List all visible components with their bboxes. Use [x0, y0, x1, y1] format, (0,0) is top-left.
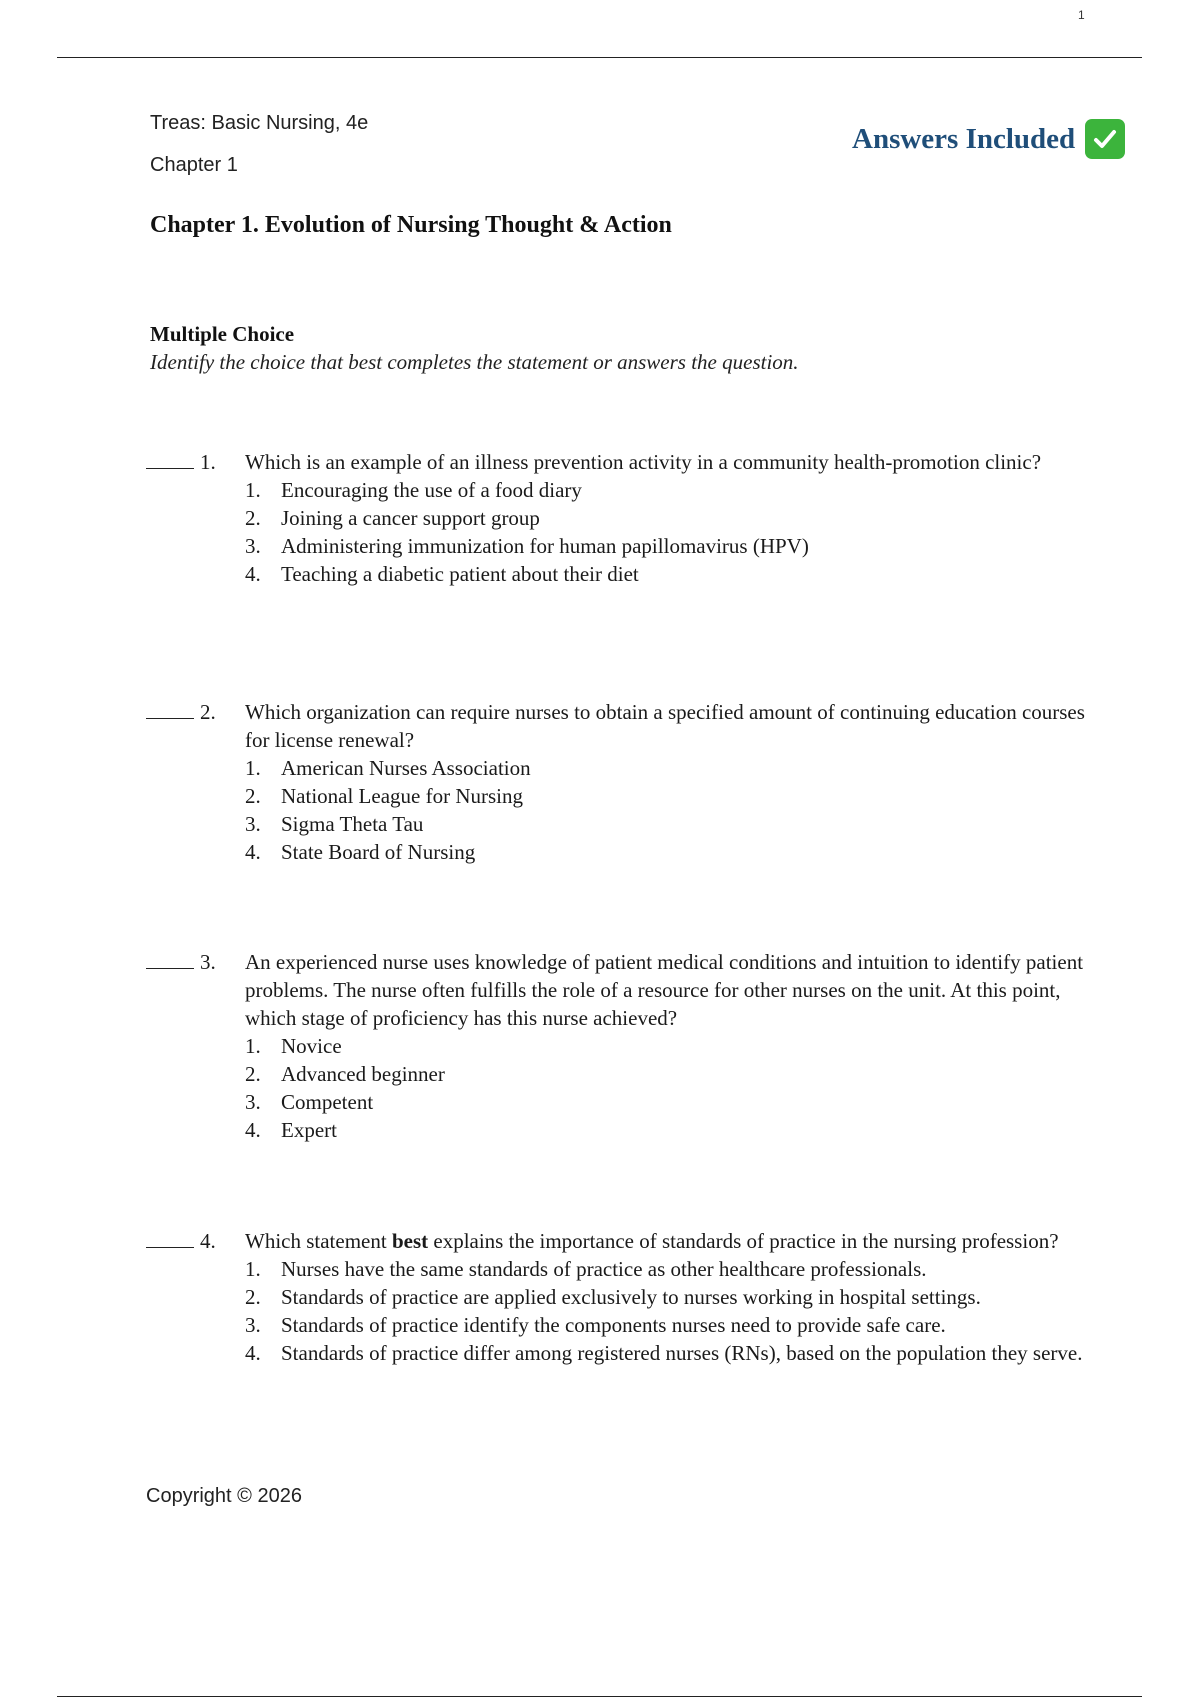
option-number: 2.: [245, 506, 261, 530]
question-number: 4.: [200, 1229, 216, 1253]
question-stem: Which is an example of an illness prevention activity in a community health-promotion clinic?: [245, 450, 1042, 474]
option-number: 2.: [245, 1285, 261, 1309]
question-stem: Which organization can require nurses to obtain a specified amount of continuing education courses for license renewal?: [245, 700, 1085, 752]
option-number: 4.: [245, 840, 261, 864]
option-text: Expert: [281, 1118, 337, 1142]
question-stem: An experienced nurse uses knowledge of patient medical conditions and intuition to identify patient problems. The nurse often fulfills the role of a resource for other nurses on the unit. At this point, which stage of proficiency has this nurse achieved?: [245, 950, 1084, 1030]
option-number: 1.: [245, 478, 261, 502]
question-1: [146, 448, 1096, 588]
option-text: National League for Nursing: [281, 784, 524, 808]
option-number: 2.: [245, 1062, 261, 1086]
option-number: 2.: [245, 784, 261, 808]
question-4: [146, 1227, 1096, 1367]
answer-blank[interactable]: [146, 1227, 194, 1248]
check-icon: [1085, 119, 1125, 159]
bottom-divider: [57, 1696, 1142, 1697]
option-number: 1.: [245, 1034, 261, 1058]
option-text: Administering immunization for human papillomavirus (HPV): [281, 534, 809, 558]
option-item: [245, 560, 1096, 588]
copyright: Copyright © 2026: [146, 1485, 302, 1507]
section-instructions: Identify the choice that best completes the statement or answers the question.: [150, 350, 799, 374]
option-item: [245, 1088, 1096, 1116]
option-item: [245, 504, 1096, 532]
option-item: [245, 532, 1096, 560]
option-list: [245, 754, 1096, 866]
option-text: Standards of practice identify the components nurses need to provide safe care.: [281, 1313, 946, 1337]
option-list: [245, 476, 1096, 588]
option-text: Sigma Theta Tau: [281, 812, 424, 836]
option-text: Novice: [281, 1034, 342, 1058]
option-number: 3.: [245, 1313, 261, 1337]
question-2: [146, 698, 1096, 866]
answers-included-badge: [852, 119, 1125, 159]
option-list: [245, 1255, 1096, 1367]
option-number: 3.: [245, 812, 261, 836]
option-text: Standards of practice differ among registered nurses (RNs), based on the population they serve.: [281, 1341, 1083, 1365]
top-divider: [57, 57, 1142, 58]
answer-blank[interactable]: [146, 948, 194, 969]
option-text: Teaching a diabetic patient about their diet: [281, 562, 639, 586]
option-text: Standards of practice are applied exclusively to nurses working in hospital settings.: [281, 1285, 981, 1309]
option-text: Nurses have the same standards of practice as other healthcare professionals.: [281, 1257, 927, 1281]
option-item: [245, 1339, 1096, 1367]
question-number: 2.: [200, 700, 216, 724]
option-list: [245, 1032, 1096, 1144]
option-item: [245, 838, 1096, 866]
option-text: Competent: [281, 1090, 374, 1114]
option-text: Advanced beginner: [281, 1062, 445, 1086]
option-item: [245, 1032, 1096, 1060]
option-item: [245, 754, 1096, 782]
option-item: [245, 1060, 1096, 1088]
option-number: 3.: [245, 534, 261, 558]
option-number: 3.: [245, 1090, 261, 1114]
section-title: Multiple Choice: [150, 322, 295, 346]
badge-label: Answers Included: [852, 122, 1076, 155]
option-item: [245, 1116, 1096, 1144]
chapter-title: Chapter 1. Evolution of Nursing Thought & Action: [150, 212, 672, 238]
option-text: Joining a cancer support group: [281, 506, 540, 530]
option-text: American Nurses Association: [281, 756, 531, 780]
question-3: [146, 948, 1096, 1144]
option-number: 1.: [245, 756, 261, 780]
option-number: 4.: [245, 1341, 261, 1365]
answer-blank[interactable]: [146, 698, 194, 719]
book-title: Treas: Basic Nursing, 4e: [150, 112, 369, 134]
page-number: 1: [1078, 8, 1085, 22]
option-number: 4.: [245, 562, 261, 586]
option-item: [245, 476, 1096, 504]
option-item: [245, 1255, 1096, 1283]
question-stem: [245, 1227, 1096, 1255]
option-item: [245, 1283, 1096, 1311]
option-item: [245, 1311, 1096, 1339]
stem-text: explains the importance of standards of practice in the nursing profession?: [428, 1229, 1059, 1253]
answer-blank[interactable]: [146, 448, 194, 469]
option-text: Encouraging the use of a food diary: [281, 478, 582, 502]
chapter-label: Chapter 1: [150, 154, 238, 176]
option-number: 1.: [245, 1257, 261, 1281]
option-item: [245, 810, 1096, 838]
option-item: [245, 782, 1096, 810]
question-number: 3.: [200, 950, 216, 974]
stem-text: Which statement: [245, 1229, 392, 1253]
question-number: 1.: [200, 450, 216, 474]
stem-emphasis: best: [391, 1229, 429, 1253]
option-number: 4.: [245, 1118, 261, 1142]
option-text: State Board of Nursing: [281, 840, 476, 864]
